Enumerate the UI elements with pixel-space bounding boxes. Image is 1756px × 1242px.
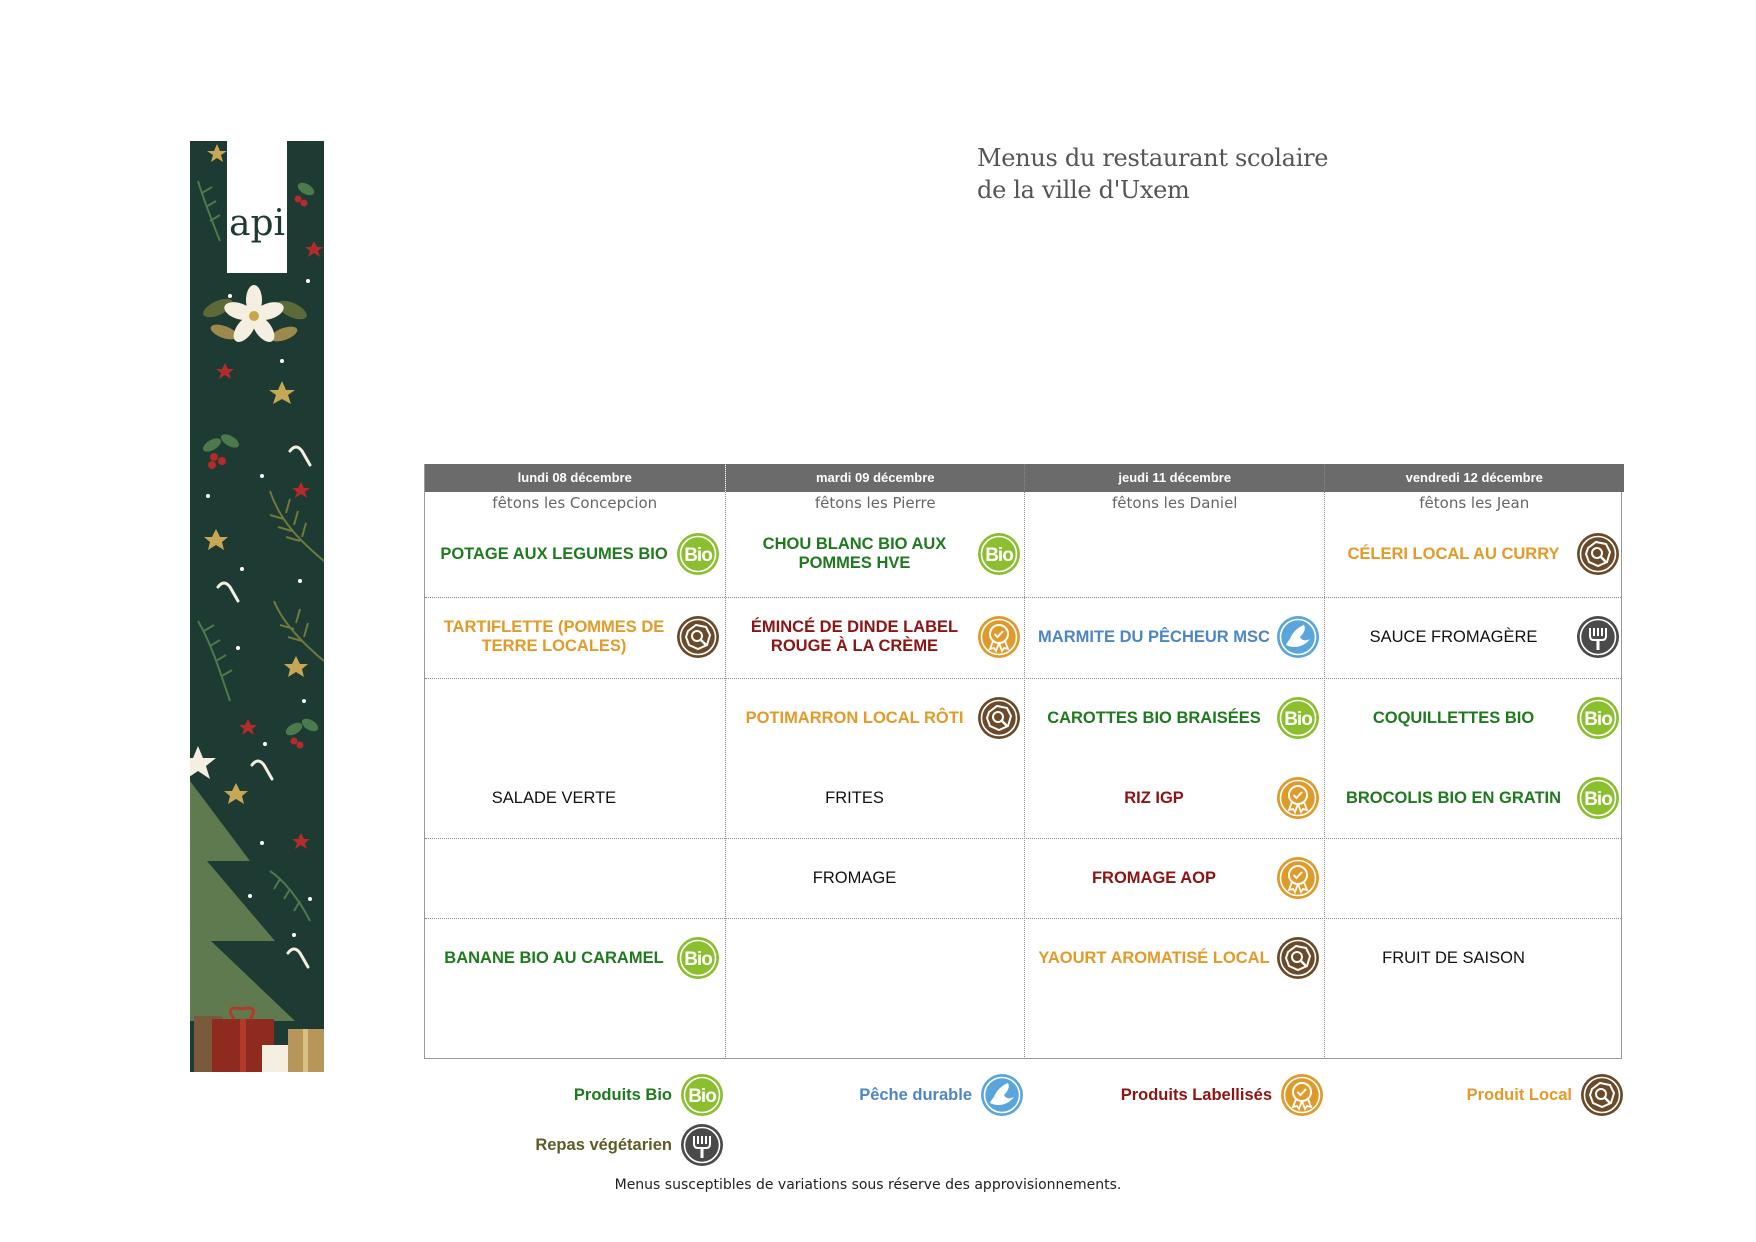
page-title-line2: de la ville d'Uxem bbox=[977, 176, 1190, 204]
dish-name: MARMITE DU PÊCHEUR MSC bbox=[1038, 627, 1270, 646]
legend-bio-label: Produits Bio bbox=[573, 1086, 672, 1104]
menu-item bbox=[1025, 928, 1324, 988]
local-pin-icon bbox=[1276, 936, 1320, 980]
svg-text:Bio: Bio bbox=[684, 949, 712, 970]
legend-peche-label: Pêche durable bbox=[859, 1086, 972, 1104]
local-pin-icon bbox=[1576, 532, 1620, 576]
day-header: jeudi 11 décembre bbox=[1025, 464, 1325, 492]
fork-icon bbox=[1576, 615, 1620, 659]
bio-icon bbox=[1276, 696, 1320, 740]
row-divider bbox=[425, 678, 1621, 679]
local-pin-icon bbox=[1580, 1073, 1624, 1117]
menu-item bbox=[726, 848, 1025, 908]
award-rosette-icon bbox=[1276, 856, 1320, 900]
menu-item bbox=[726, 607, 1025, 667]
day-column bbox=[725, 464, 1026, 1059]
day-column bbox=[425, 464, 725, 1059]
award-rosette-icon bbox=[1280, 1073, 1324, 1117]
menu-item bbox=[425, 524, 724, 584]
svg-text:Bio: Bio bbox=[1583, 709, 1612, 730]
bio-icon bbox=[1576, 696, 1620, 740]
page-title bbox=[977, 142, 1328, 206]
day-header: mardi 09 décembre bbox=[726, 464, 1026, 492]
menu-item bbox=[425, 607, 724, 667]
dish-name: FRITES bbox=[825, 788, 884, 807]
legend-label-label: Produits Labellisés bbox=[1120, 1086, 1272, 1104]
svg-text:Bio: Bio bbox=[984, 545, 1013, 566]
day-header: vendredi 12 décembre bbox=[1325, 464, 1625, 492]
dish-name: SAUCE FROMAGÈRE bbox=[1369, 627, 1538, 646]
fork-icon bbox=[680, 1123, 724, 1167]
svg-text:Bio: Bio bbox=[1583, 789, 1612, 810]
legend-vegetarien bbox=[484, 1123, 724, 1167]
dish-name: FRUIT DE SAISON bbox=[1382, 948, 1525, 967]
menu-item bbox=[1325, 768, 1624, 828]
dish-name: COQUILLETTES BIO bbox=[1372, 708, 1535, 727]
page-title-line1: Menus du restaurant scolaire bbox=[977, 144, 1329, 172]
row-divider bbox=[425, 597, 1621, 598]
menu-item bbox=[425, 928, 724, 988]
menu-item bbox=[1025, 607, 1324, 667]
dish-name: SALADE VERTE bbox=[491, 788, 617, 807]
christmas-banner bbox=[190, 141, 324, 1072]
menu-item bbox=[1025, 688, 1324, 748]
dish-name: BANANE BIO AU CARAMEL bbox=[444, 948, 664, 967]
dish-name: CAROTTES BIO BRAISÉES bbox=[1047, 708, 1261, 727]
legend-local bbox=[1424, 1073, 1624, 1117]
menu-item bbox=[1025, 848, 1324, 908]
day-column bbox=[1324, 464, 1625, 1059]
dish-name: POTIMARRON LOCAL RÔTI bbox=[745, 708, 964, 727]
local-pin-icon bbox=[676, 615, 720, 659]
bio-icon bbox=[676, 936, 720, 980]
menu-item bbox=[726, 524, 1025, 584]
dish-name: BROCOLIS BIO EN GRATIN bbox=[1345, 788, 1562, 807]
bio-icon bbox=[680, 1073, 724, 1117]
dish-name: FROMAGE AOP bbox=[1091, 868, 1217, 887]
menu-item bbox=[1025, 768, 1324, 828]
dish-name: CÉLERI LOCAL AU CURRY bbox=[1347, 544, 1560, 563]
dish-name: FROMAGE bbox=[812, 868, 897, 887]
legend-local-label: Produit Local bbox=[1466, 1086, 1572, 1104]
menu-item bbox=[1325, 607, 1624, 667]
day-header: lundi 08 décembre bbox=[425, 464, 725, 492]
saint-of-day: fêtons les Jean bbox=[1419, 494, 1530, 512]
bio-icon bbox=[676, 532, 720, 576]
dish-name: YAOURT AROMATISÉ LOCAL bbox=[1038, 948, 1270, 967]
day-column bbox=[1024, 464, 1325, 1059]
menu-item bbox=[726, 688, 1025, 748]
footnote: Menus susceptibles de variations sous réserve des approvisionnements. bbox=[614, 1177, 1122, 1193]
legend-vegetarien-label: Repas végétarien bbox=[535, 1136, 672, 1154]
dish-name: CHOU BLANC BIO AUX POMMES HVE bbox=[762, 535, 947, 572]
saint-of-day: fêtons les Pierre bbox=[814, 494, 936, 512]
svg-text:Bio: Bio bbox=[684, 545, 712, 566]
menu-item bbox=[1325, 928, 1624, 988]
dish-name: POTAGE AUX LEGUMES BIO bbox=[440, 544, 668, 563]
menu-item bbox=[1325, 524, 1624, 584]
award-rosette-icon bbox=[1276, 776, 1320, 820]
row-divider bbox=[425, 838, 1621, 839]
legend-bio bbox=[524, 1073, 724, 1117]
fish-wave-icon bbox=[980, 1073, 1024, 1117]
svg-text:Bio: Bio bbox=[1284, 709, 1312, 730]
menu-item bbox=[726, 768, 1025, 828]
legend-peche bbox=[824, 1073, 1024, 1117]
fish-wave-icon bbox=[1276, 615, 1320, 659]
saint-of-day: fêtons les Concepcion bbox=[492, 494, 658, 512]
menu-table bbox=[424, 464, 1622, 1059]
dish-name: RIZ IGP bbox=[1124, 788, 1184, 807]
dish-name: TARTIFLETTE (POMMES DE TERRE LOCALES) bbox=[443, 618, 665, 655]
bio-icon bbox=[1576, 776, 1620, 820]
svg-text:Bio: Bio bbox=[688, 1086, 716, 1107]
menu-item bbox=[1325, 688, 1624, 748]
award-rosette-icon bbox=[977, 615, 1021, 659]
menu-item bbox=[425, 768, 724, 828]
banner-illustration bbox=[190, 141, 324, 1072]
saint-of-day: fêtons les Daniel bbox=[1112, 494, 1238, 512]
legend-label bbox=[1070, 1073, 1324, 1117]
bio-icon bbox=[977, 532, 1021, 576]
logo-text: api bbox=[228, 203, 286, 244]
local-pin-icon bbox=[977, 696, 1021, 740]
row-divider bbox=[425, 918, 1621, 919]
dish-name: ÉMINCÉ DE DINDE LABEL ROUGE À LA CRÈME bbox=[750, 618, 959, 655]
